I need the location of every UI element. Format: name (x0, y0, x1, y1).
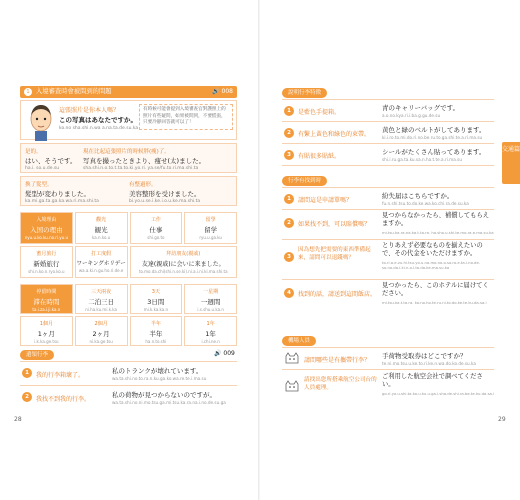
missing-row (282, 188, 494, 210)
intro-question-zh: 這張照片是你本人嗎？ (59, 107, 120, 114)
purpose-cell: 蜜月旅行 新婚旅行 shi.n.ko.n.ryo.ko.u (20, 246, 73, 278)
stay-cell: 半年 半年 ha.n.to.shi (130, 316, 183, 346)
stay-cell: 停留時間 滞在時間 ta.i.za.i.ji.ka.n (20, 284, 73, 314)
alt-romaji: sha.shi.n.o.to.t.ta.to.ki.yo.ri. ya.se/fu.to.ri.ma.shi.ta (83, 166, 199, 171)
baggage-row (20, 362, 237, 386)
row-zh: 找到的話，請送到這間飯店。 (298, 291, 377, 298)
hair-answer: 髪型が変わりました。 (25, 190, 90, 198)
stay-cell: 1個月 1ヶ月 i.k.ka.ge.tsu (20, 316, 73, 346)
row-ro: go.ri.yo.u.shi.ta.ko.u.ku.u.ga.i.sha.de.shi.ra.be.te.ku.da.sa.i (382, 391, 495, 396)
answer-block-yes (20, 143, 237, 173)
desc-row (282, 144, 494, 166)
missing-row (282, 280, 494, 310)
row-zh: 因為想先把需要的東西準備起來，請問可以退錢嗎？ (298, 247, 371, 261)
row-jp: 黄色と緑のベルトがしてあります。 (382, 126, 486, 134)
purpose-grid (20, 212, 237, 278)
page-number-right: 29 (498, 416, 506, 423)
stay-cell: 三天兩夜 二泊三日 ni.ha.ku.mi.k.ka (75, 284, 128, 314)
row-number: 3 (284, 252, 294, 262)
stay-cell: 2個月 2ヶ月 ni.ka.ge.tsu (75, 316, 128, 346)
intro-box (20, 100, 237, 140)
section-title: 入境審查時會被問到的問題 (36, 88, 112, 95)
surgery-romaji: bi.yo.u.se.i.ke.i.o.u.ke.ma.shi.ta (129, 199, 201, 204)
stay-cell: 3天 3日間 mi.k.ka.ka.n (130, 284, 183, 314)
purpose-cell: 觀光 観光 ka.n.ko.u (75, 212, 128, 244)
hair-label: 換了髮型。 (25, 182, 53, 188)
purpose-cell: 打工度假 ワーキングホリデー wa.a.ki.n.gu.ho.ri.de.e (75, 246, 128, 278)
side-tab: 交通篇 (502, 142, 520, 184)
row-jp: 私の荷物が見つからないのですが。 (112, 391, 216, 399)
missing-row (282, 240, 494, 280)
staff-title: 機場人員 (282, 336, 316, 346)
row-jp: 見つからなかったら、補償してもらえますか。 (382, 212, 490, 227)
intro-note: 有時候可能會提到入境審查官對護照上的照片有些疑問，如果被問到，不要慌張，只要冷靜回答就可以了！ (139, 104, 233, 130)
row-ro: mi.tsu.ka.ra.na.ka.t.ta.ra. ho.sho.u.shi.te.mo.ra.e.ma.su.ka (382, 230, 494, 235)
alt-answer: 写真を撮ったときより、痩せ(太)ました。 (83, 157, 206, 165)
row-ro: fu.n.shi.tsu.to.do.ke.wa.ko.chi.ra.de.su.ka (382, 201, 469, 206)
missing-row (282, 210, 494, 240)
stay-grid (20, 284, 237, 346)
intro-question-jp: この写真はあなたですか。 (59, 116, 137, 124)
speaker-icon: 🔊 (214, 350, 222, 357)
staff-row (282, 370, 494, 408)
missing-title: 行李有找到時 (282, 176, 327, 186)
baggage-list (20, 361, 237, 411)
row-ro: a.o.no.kya.ri.i.ba.g.gu.de.su (382, 113, 441, 118)
right-page (260, 0, 520, 500)
row-ro: te.ni.mo.tsu.u.ke.to.ri.ke.n.wa.do.ko.de.su.ka (382, 361, 476, 366)
row-zh: 如果找不到，可以賠償嗎？ (298, 221, 371, 228)
row-ro: wa.ta.shi.no.ni.mo.tsu.ga.mi.tsu.ka.ra.na.i.no.de.su.ga (112, 400, 226, 405)
row-number: 1 (284, 194, 294, 204)
purpose-cell: 工作 仕事 shi.go.to (130, 212, 183, 244)
yes-romaji: ha.i. so.u.de.su (25, 166, 60, 171)
row-jp: とりあえず必要なものを揃えたいので、その代金をいただけますか。 (382, 242, 483, 257)
purpose-cell: 拜訪朋友(親戚) 友達(親戚)に会いに来ました。 to.mo.da.chi(shi.n.se.ki).ni.a.i.ni.ki.ma.shi.ta (130, 246, 238, 278)
row-number: 1 (22, 368, 32, 378)
section-number: 1 (24, 88, 32, 96)
page-number-left: 28 (14, 416, 22, 423)
row-number: 3 (284, 150, 294, 160)
stay-cell: 一星期 一週間 i.s.shu.u.ka.n (184, 284, 237, 314)
cat-icon (284, 380, 300, 392)
row-number: 2 (22, 392, 32, 402)
row-jp: 見つかったら、このホテルに届けてください。 (382, 282, 489, 297)
answer-block-hair (20, 176, 237, 206)
row-jp: 私のトランクが壊れています。 (112, 367, 203, 375)
row-jp: シールがたくさん貼ってあります。 (382, 148, 486, 156)
audio-track[interactable]: 🔊 008 (212, 88, 233, 95)
cat-icon (284, 352, 300, 364)
row-jp: ご利用した航空会社で調べてください。 (382, 373, 483, 388)
row-jp: 青のキャリーバッグです。 (382, 104, 460, 112)
intro-question-ro: ko.no sha.shi.n.wa a.na.ta.de.su.ka (59, 126, 139, 131)
row-zh: 有繫上黃色和綠色的束帶。 (298, 131, 371, 138)
surgery-answer: 美容整形を受けました。 (129, 190, 201, 198)
row-ro: to.ri.a.e.zu.hi.tsu.yo.u.na.mo.no.o.so.ro.e.ta.i.no.de. so.no.da.i.ki.n.o.i.ta.da.ke.ma.su.ka (382, 260, 480, 270)
row-ro: ki.i.ro.to.mi.do.ri.no.be.ru.to.ga.shi.te.a.ri.ma.su (382, 135, 483, 140)
hair-romaji: ka.mi.ga.ta.ga.ka.wa.ri.ma.shi.ta (25, 199, 99, 204)
surgery-label: 有整過形。 (129, 182, 157, 188)
section-header-immigration (20, 86, 237, 98)
row-zh: 是藍色手提箱。 (298, 109, 341, 116)
row-number: 1 (284, 106, 294, 116)
desc-list (282, 99, 494, 165)
row-ro: shi.i.ru.ga.ta.ku.sa.n.ha.t.te.a.ri.ma.su (382, 157, 462, 162)
row-zh: 我找不到我的行李。 (36, 396, 91, 403)
row-zh: 有貼很多貼紙。 (298, 153, 341, 160)
yes-answer: はい、そうです。 (25, 157, 77, 165)
yes-label: 是的。 (25, 149, 42, 155)
desc-title: 說明行李特徵 (282, 88, 327, 98)
desc-row (282, 100, 494, 122)
row-ro: mi.tsu.ka.t.ta.ra. ko.no.ho.te.ru.ni.to.do.ke.te.ku.da.sa.i (382, 300, 487, 305)
desc-row (282, 122, 494, 144)
purpose-cell: 入境理由 入国の理由 nyu.u.ko.ku.no.ri.yu.u (20, 212, 73, 244)
row-zh: 我的行李箱壞了。 (36, 372, 85, 379)
stay-cell: 1年 1年 i.chi.ne.n (184, 316, 237, 346)
baggage-row (20, 386, 237, 410)
baggage-track[interactable]: 🔊 009 (214, 350, 235, 357)
row-number: 4 (284, 288, 294, 298)
row-zh: 請問這是申請單嗎？ (298, 197, 353, 204)
row-zh: 請找出您所搭乘航空公司台的人員處理。 (304, 377, 377, 391)
row-number: 2 (284, 218, 294, 228)
purpose-cell: 留學 留学 ryu.u.ga.ku (184, 212, 237, 244)
row-jp: 紛失届はこちらですか。 (382, 192, 454, 200)
alt-label: 現在比起這張照片的時候胖(瘦)了。 (83, 149, 170, 155)
baggage-title: 遺領行李 (20, 350, 54, 360)
officer-face-icon (25, 101, 57, 141)
row-number: 2 (284, 128, 294, 138)
row-ro: wa.ta.shi.no.to.ra.n.ku.ga.ko.wa.re.te.i.ma.su (112, 376, 207, 381)
row-zh: 請問哪些是有攜帶行李？ (304, 357, 371, 364)
row-jp: 手荷物受取券はどこですか？ (382, 352, 467, 360)
missing-list (282, 187, 494, 309)
staff-row (282, 348, 494, 370)
staff-list (282, 347, 494, 409)
